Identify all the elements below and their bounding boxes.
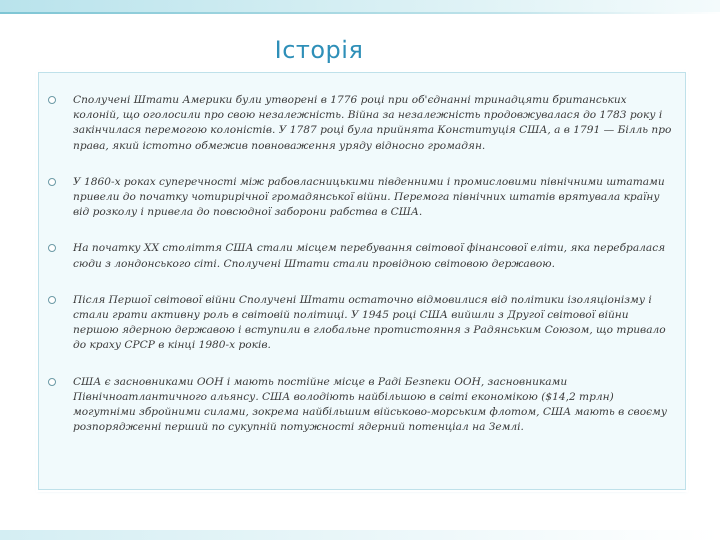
top-accent-band <box>0 0 720 12</box>
bullet-item-5 <box>63 375 673 436</box>
bullet-text: У 1860-х роках суперечності між рабовласницькими південними і промисловими північними штатами привели до початку чотирирічної громадянської війни. Перемога північних штатів врятувала країну від розколу і привела до повсюдної заборони рабства в США. <box>73 175 665 219</box>
bottom-accent-band <box>0 530 720 540</box>
bullet-item-3 <box>63 241 673 271</box>
bullet-text: США є засновниками ООН і мають постійне місце в Раді Безпеки ООН, засновниками Північноатлантичного альянсу. США володіють найбільшою в світі економікою ($14,2 трлн) могутніми збройними силами, зокрема найбільшим військово-морським флотом, США мають в своєму розпорядженні перший по сукупній потужності ядерний потенціал на Землі. <box>73 375 667 434</box>
bullet-circle-icon <box>48 178 56 186</box>
bullet-item-1 <box>63 93 673 154</box>
bullet-circle-icon <box>48 244 56 252</box>
bullet-circle-icon <box>48 96 56 104</box>
bullet-text: Після Першої світової війни Сполучені Штати остаточно відмовилися від політики ізоляціонізму і стали грати активну роль в світовій політиці. У 1945 році США вийшли з Другої світової війни першою ядерною державою і вступили в глобальне протистояння з Радянським Союзом, що тривало до краху СРСР в кінці 1980-х років. <box>73 293 666 352</box>
bullet-item-2 <box>63 175 673 221</box>
bullet-text: Сполучені Штати Америки були утворені в 1776 році при об'єднанні тринадцяти британських колоній, що оголосили про свою незалежність. Війна за незалежність продовжувалася до 1783 року і закінчилася перемогою колоністів. У 1787 році була прийнята Конституція США, а в 1791 — Білль про права, який істотно обмежив повноваження уряду відносно громадян. <box>73 94 672 152</box>
bullet-list <box>39 73 685 435</box>
slide-title: Історія <box>274 36 364 64</box>
top-accent-line <box>0 12 720 14</box>
bullet-item-4 <box>63 293 673 354</box>
content-box <box>38 72 686 490</box>
bullet-circle-icon <box>48 296 56 304</box>
bullet-text: На початку XX століття США стали місцем перебування світової фінансової еліти, яка перебралася сюди з лондонського сіті. Сполучені Штати стали провідною світовою державою. <box>73 242 666 270</box>
bullet-circle-icon <box>48 378 56 386</box>
